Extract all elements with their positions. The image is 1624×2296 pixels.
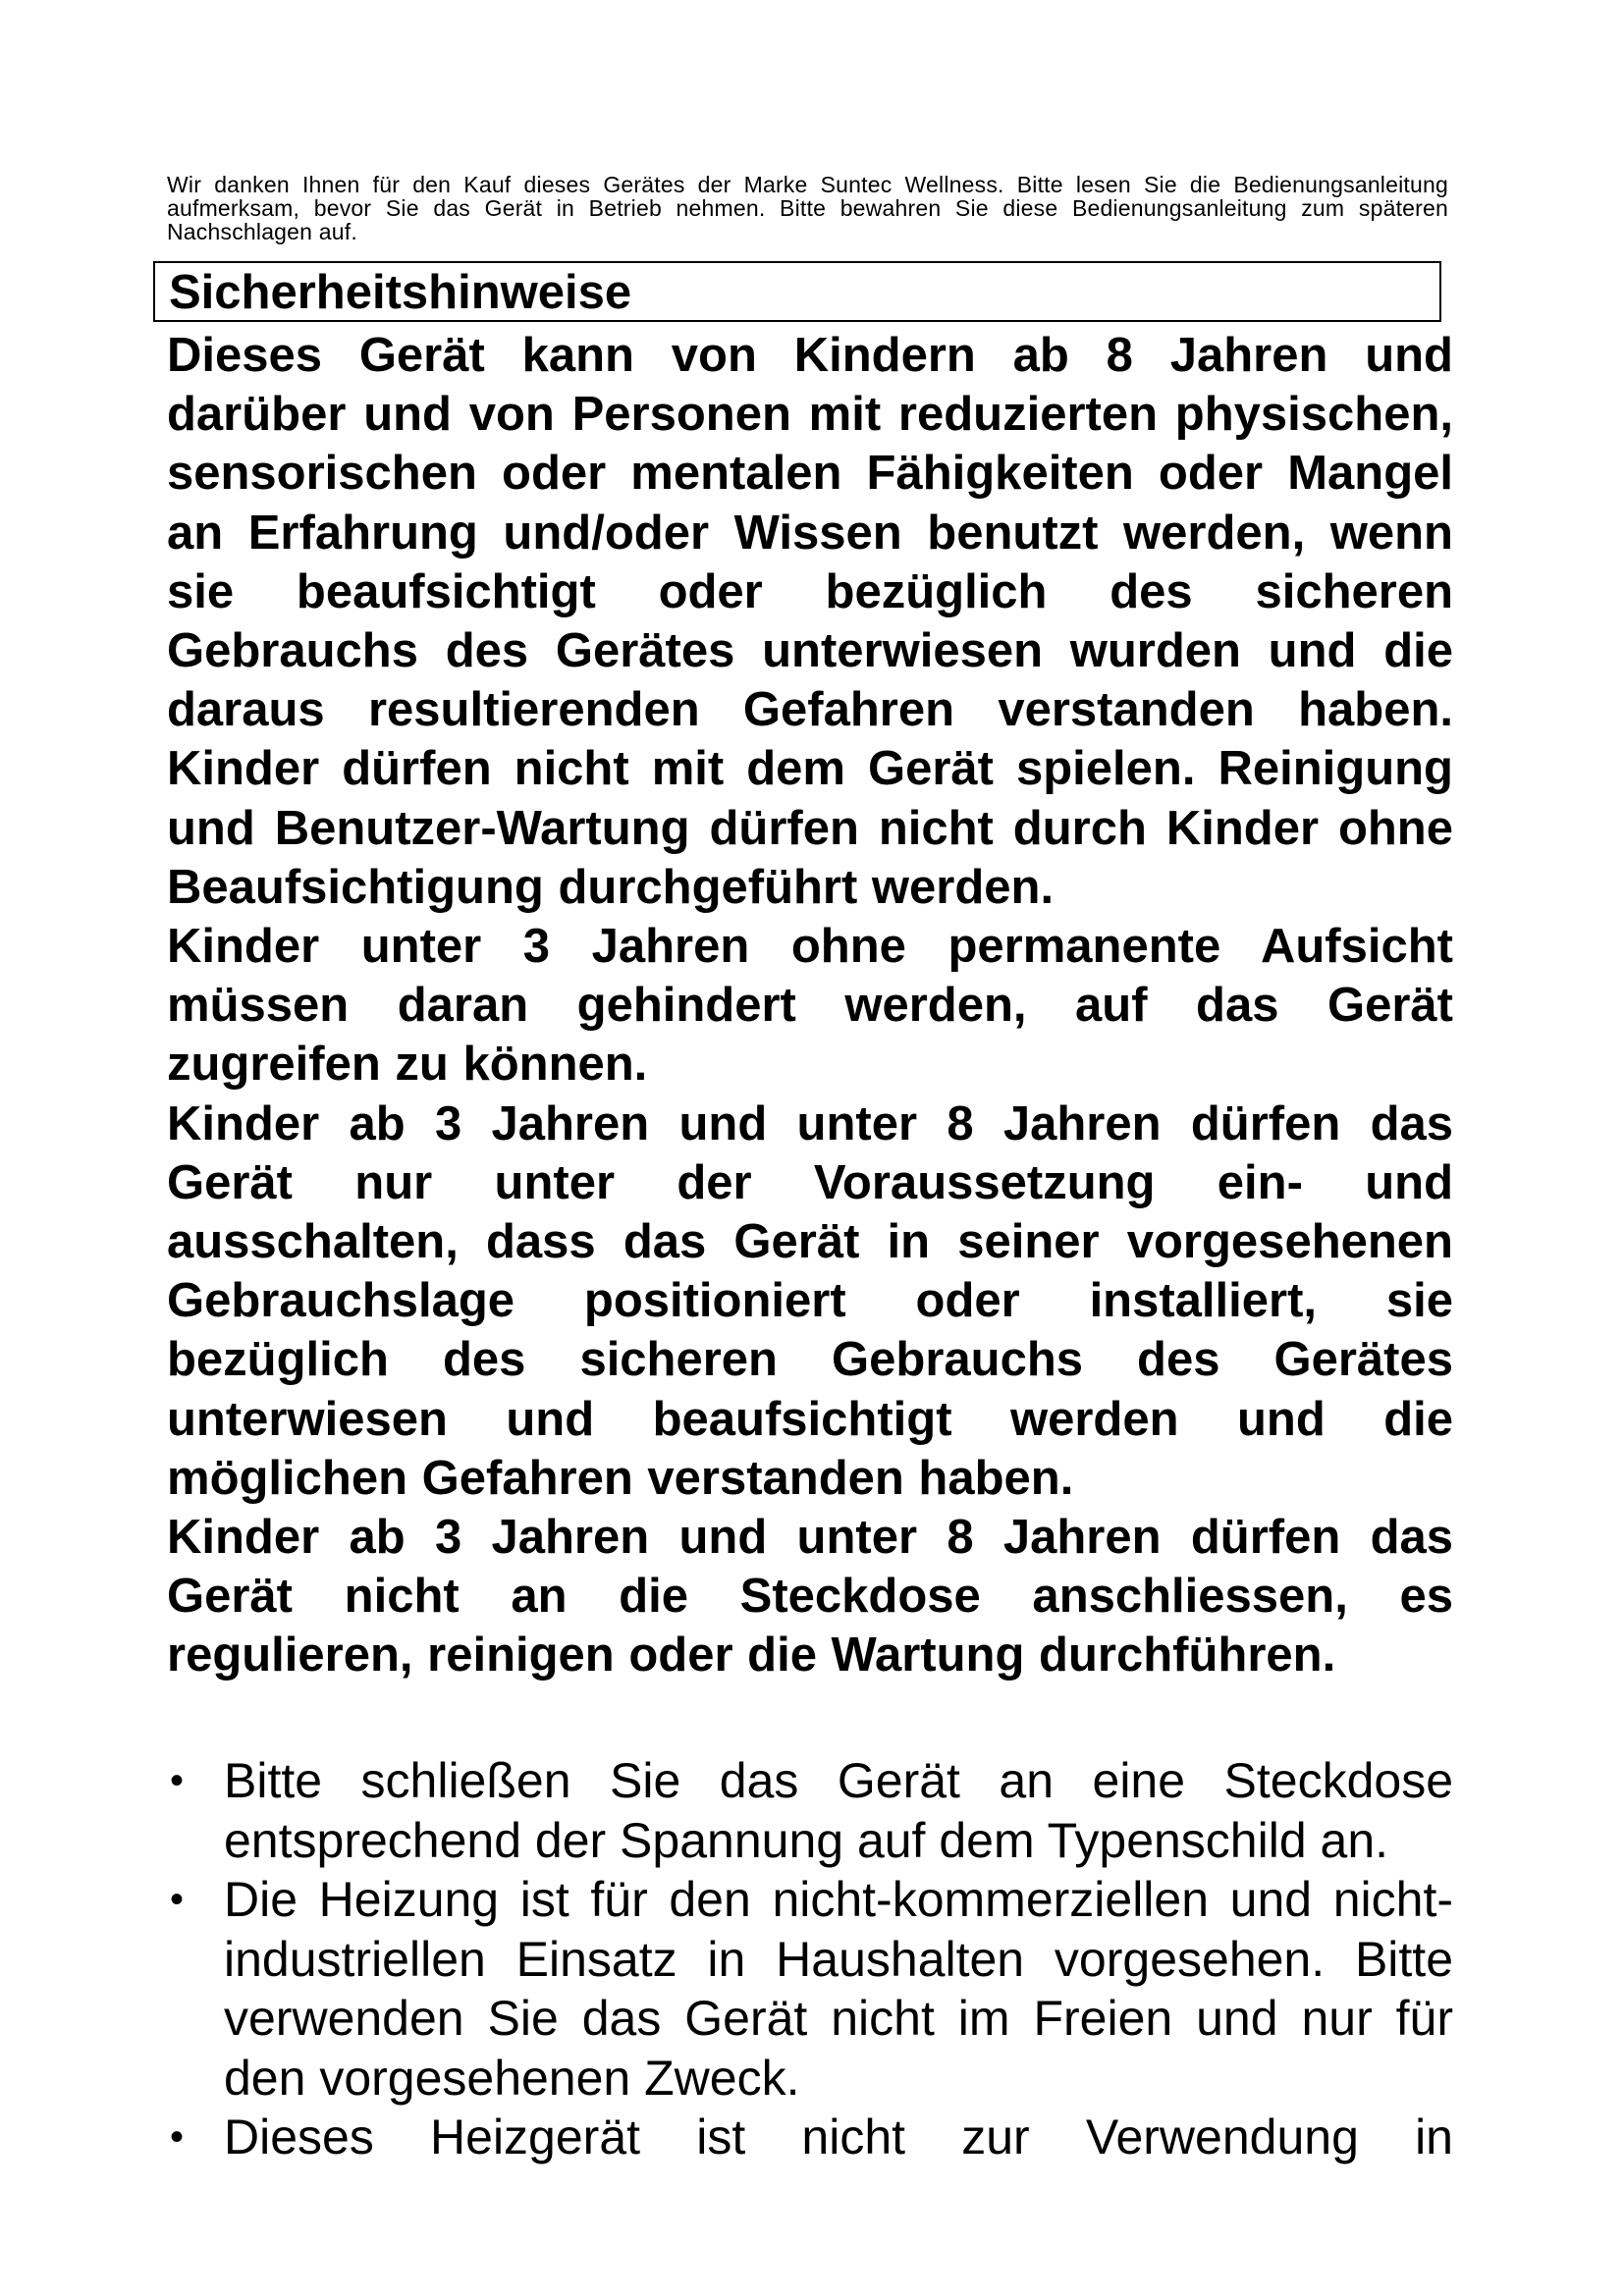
list-item	[167, 1870, 1453, 2108]
section-title: Sicherheitshinweise	[169, 266, 632, 319]
bullet-text: Bitte schließen Sie das Gerät an eine Steckdose entsprechend der Spannung auf dem Typenschild an.	[224, 1753, 1453, 1868]
bullet-text: Dieses Heizgerät ist nicht zur Verwendung in	[224, 2109, 1453, 2164]
bullet-list	[167, 1751, 1453, 2167]
warning-paragraph: Dieses Gerät kann von Kindern ab 8 Jahren und darüber und von Personen mit reduzierten physischen, sensorischen oder mentalen Fähigkeiten oder Mangel an Erfahrung und/oder Wissen benutzt werden, wenn sie beaufsichtigt oder bezüglich des sicheren Gebrauchs des Gerätes unterwiesen wurden und die daraus resultierenden Gefahren verstanden haben. Kinder dürfen nicht mit dem Gerät spielen. Reinigung und Benutzer-Wartung dürfen nicht durch Kinder ohne Beaufsichtigung durchgeführt werden.	[167, 329, 1453, 914]
list-item	[167, 1751, 1453, 1870]
bullet-text: Die Heizung ist für den nicht-kommerziellen und nicht-industriellen Einsatz in Haushalten vorgesehen. Bitte verwenden Sie das Gerät nicht im Freien und nur für den vorgesehenen Zweck.	[224, 1872, 1453, 2106]
warning-paragraph: Kinder unter 3 Jahren ohne permanente Aufsicht müssen daran gehindert werden, auf das Gerät zugreifen zu können.	[167, 920, 1453, 1092]
list-item	[167, 2108, 1453, 2167]
bullet-icon: •	[170, 2115, 185, 2159]
intro-paragraph: Wir danken Ihnen für den Kauf dieses Gerätes der Marke Suntec Wellness. Bitte lesen Sie die Bedienungsanleitung aufmerksam, bevor Sie das Gerät in Betrieb nehmen. Bitte bewahren Sie diese Bedienungsanleitung zum späteren Nachschlagen auf.	[167, 172, 1448, 244]
warnings-block	[167, 326, 1453, 1685]
warning-paragraph: Kinder ab 3 Jahren und unter 8 Jahren dürfen das Gerät nur unter der Voraussetzung ein- und ausschalten, dass das Gerät in seiner vorgesehenen Gebrauchslage positioniert oder installiert, sie bezüglich des sicheren Gebrauchs des Gerätes unterwiesen und beaufsichtigt werden und die möglichen Gefahren verstanden haben.	[167, 1096, 1453, 1505]
document-page	[167, 173, 1448, 243]
warning-paragraph: Kinder ab 3 Jahren und unter 8 Jahren dürfen das Gerät nicht an die Steckdose anschliessen, es regulieren, reinigen oder die Wartung durchführen.	[167, 1511, 1453, 1682]
bullet-icon: •	[170, 1759, 185, 1802]
bullet-icon: •	[170, 1878, 185, 1921]
section-header-box	[153, 261, 1441, 322]
